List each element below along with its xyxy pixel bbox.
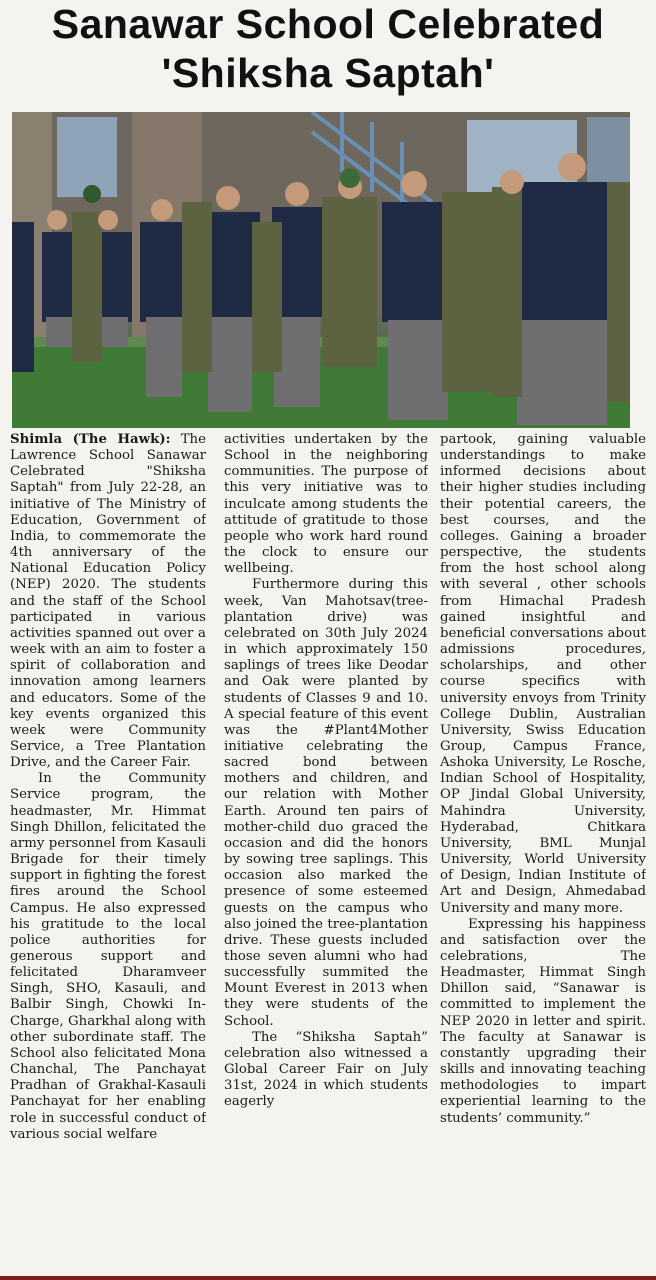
article-paragraph: partook, gaining valuable understandings to make informed decisions about their higher studies including their potential careers, the best courses, and the colleges. Gaining a broader perspective, the students from the host school along with several , other schools from Himachal Pradesh gained insightful and beneficial conversations about admissions procedures, scholarships, and other course specifics with university envoys from Trinity College Dublin, Australian University, Swiss Education Group, Campus France, Ashoka University, Le Rosche, Indian School of Hospitality, OP Jindal Global University, Mahindra University, Hyderabad, Chitkara University, BML Munjal University, World University of Design, Indian Institute of Art and Design, Ahmedabad University and many more.	[440, 432, 646, 916]
article-paragraph: Furthermore during this week, Van Mahotsav(tree-plantation drive) was celebrated on 30th July 2024 in which approximately 150 saplings of trees like Deodar and Oak were planted by students of Classes 9 and 10. A special feature of this event was the #Plant4Mother initiative celebrating the sacred bond between mothers and children, and our relation with Mother Earth. Around ten pairs of mother-child duo graced the occasion and did the honors by sowing tree saplings. This occasion also marked the presence of some esteemed guests on the campus who also joined the tree-plantation drive. These guests included those seven alumni who had successfully summited the Mount Everest in 2013 when they were students of the School.	[224, 577, 428, 1029]
article-paragraph: Expressing his happiness and satisfaction over the celebrations, The Headmaster, Himmat Singh Dhillon said, “Sanawar is committed to implement the NEP 2020 in letter and spirit. The faculty at Sanawar is constantly upgrading their skills and innovating teaching methodologies to impart experiential learning to the students’ community.”	[440, 916, 646, 1126]
headline-line-1: Sanawar School Celebrated	[51, 1, 605, 47]
paragraph-text: The Lawrence School Sanawar Celebrated "Shiksha Saptah" from July 22-28, an initiative of The Ministry of Education, Government of India, to commemorate the 4th anniversary of the National Education Policy (NEP) 2020. The students and the staff of the School participated in various activities spanned out over a week with an aim to foster a spirit of collaboration and innovation among learners and educators. Some of the key events organized this week were Community Service, a Tree Plantation Drive, and the Career Fair.	[10, 432, 206, 771]
dateline: Shimla (The Hawk):	[10, 432, 171, 447]
bottom-rule	[0, 1276, 656, 1280]
article-body	[10, 432, 650, 1276]
article-column-2	[224, 432, 428, 1276]
article-column-3	[440, 432, 646, 1276]
headline	[0, 0, 656, 98]
article-paragraph: In the Community Service program, the headmaster, Mr. Himmat Singh Dhillon, felicitated the army personnel from Kasauli Brigade for their timely support in fighting the forest fires around the School Campus. He also expressed his gratitude to the local police authorities for generous support and felicitated Dharamveer Singh, SHO, Kasauli, and Balbir Singh, Chowki In-Charge, Gharkhal along with other subordinate staff. The School also felicitated Mona Chanchal, The Panchayat Pradhan of Grakhal-Kasauli Panchayat for her enabling role in successful conduct of various social welfare	[10, 771, 206, 1142]
article-paragraph	[10, 432, 206, 771]
headline-line-2: 'Shiksha Saptah'	[161, 50, 495, 96]
article-paragraph: The “Shiksha Saptah” celebration also witnessed a Global Career Fair on July 31st, 2024 in which students eagerly	[224, 1029, 428, 1110]
article-column-1	[10, 432, 206, 1276]
news-photo	[12, 112, 630, 428]
article-paragraph: activities undertaken by the School in the neighboring communities. The purpose of this very initiative was to inculcate among students the attitude of gratitude to those people who work hard round the clock to ensure our wellbeing.	[224, 432, 428, 577]
